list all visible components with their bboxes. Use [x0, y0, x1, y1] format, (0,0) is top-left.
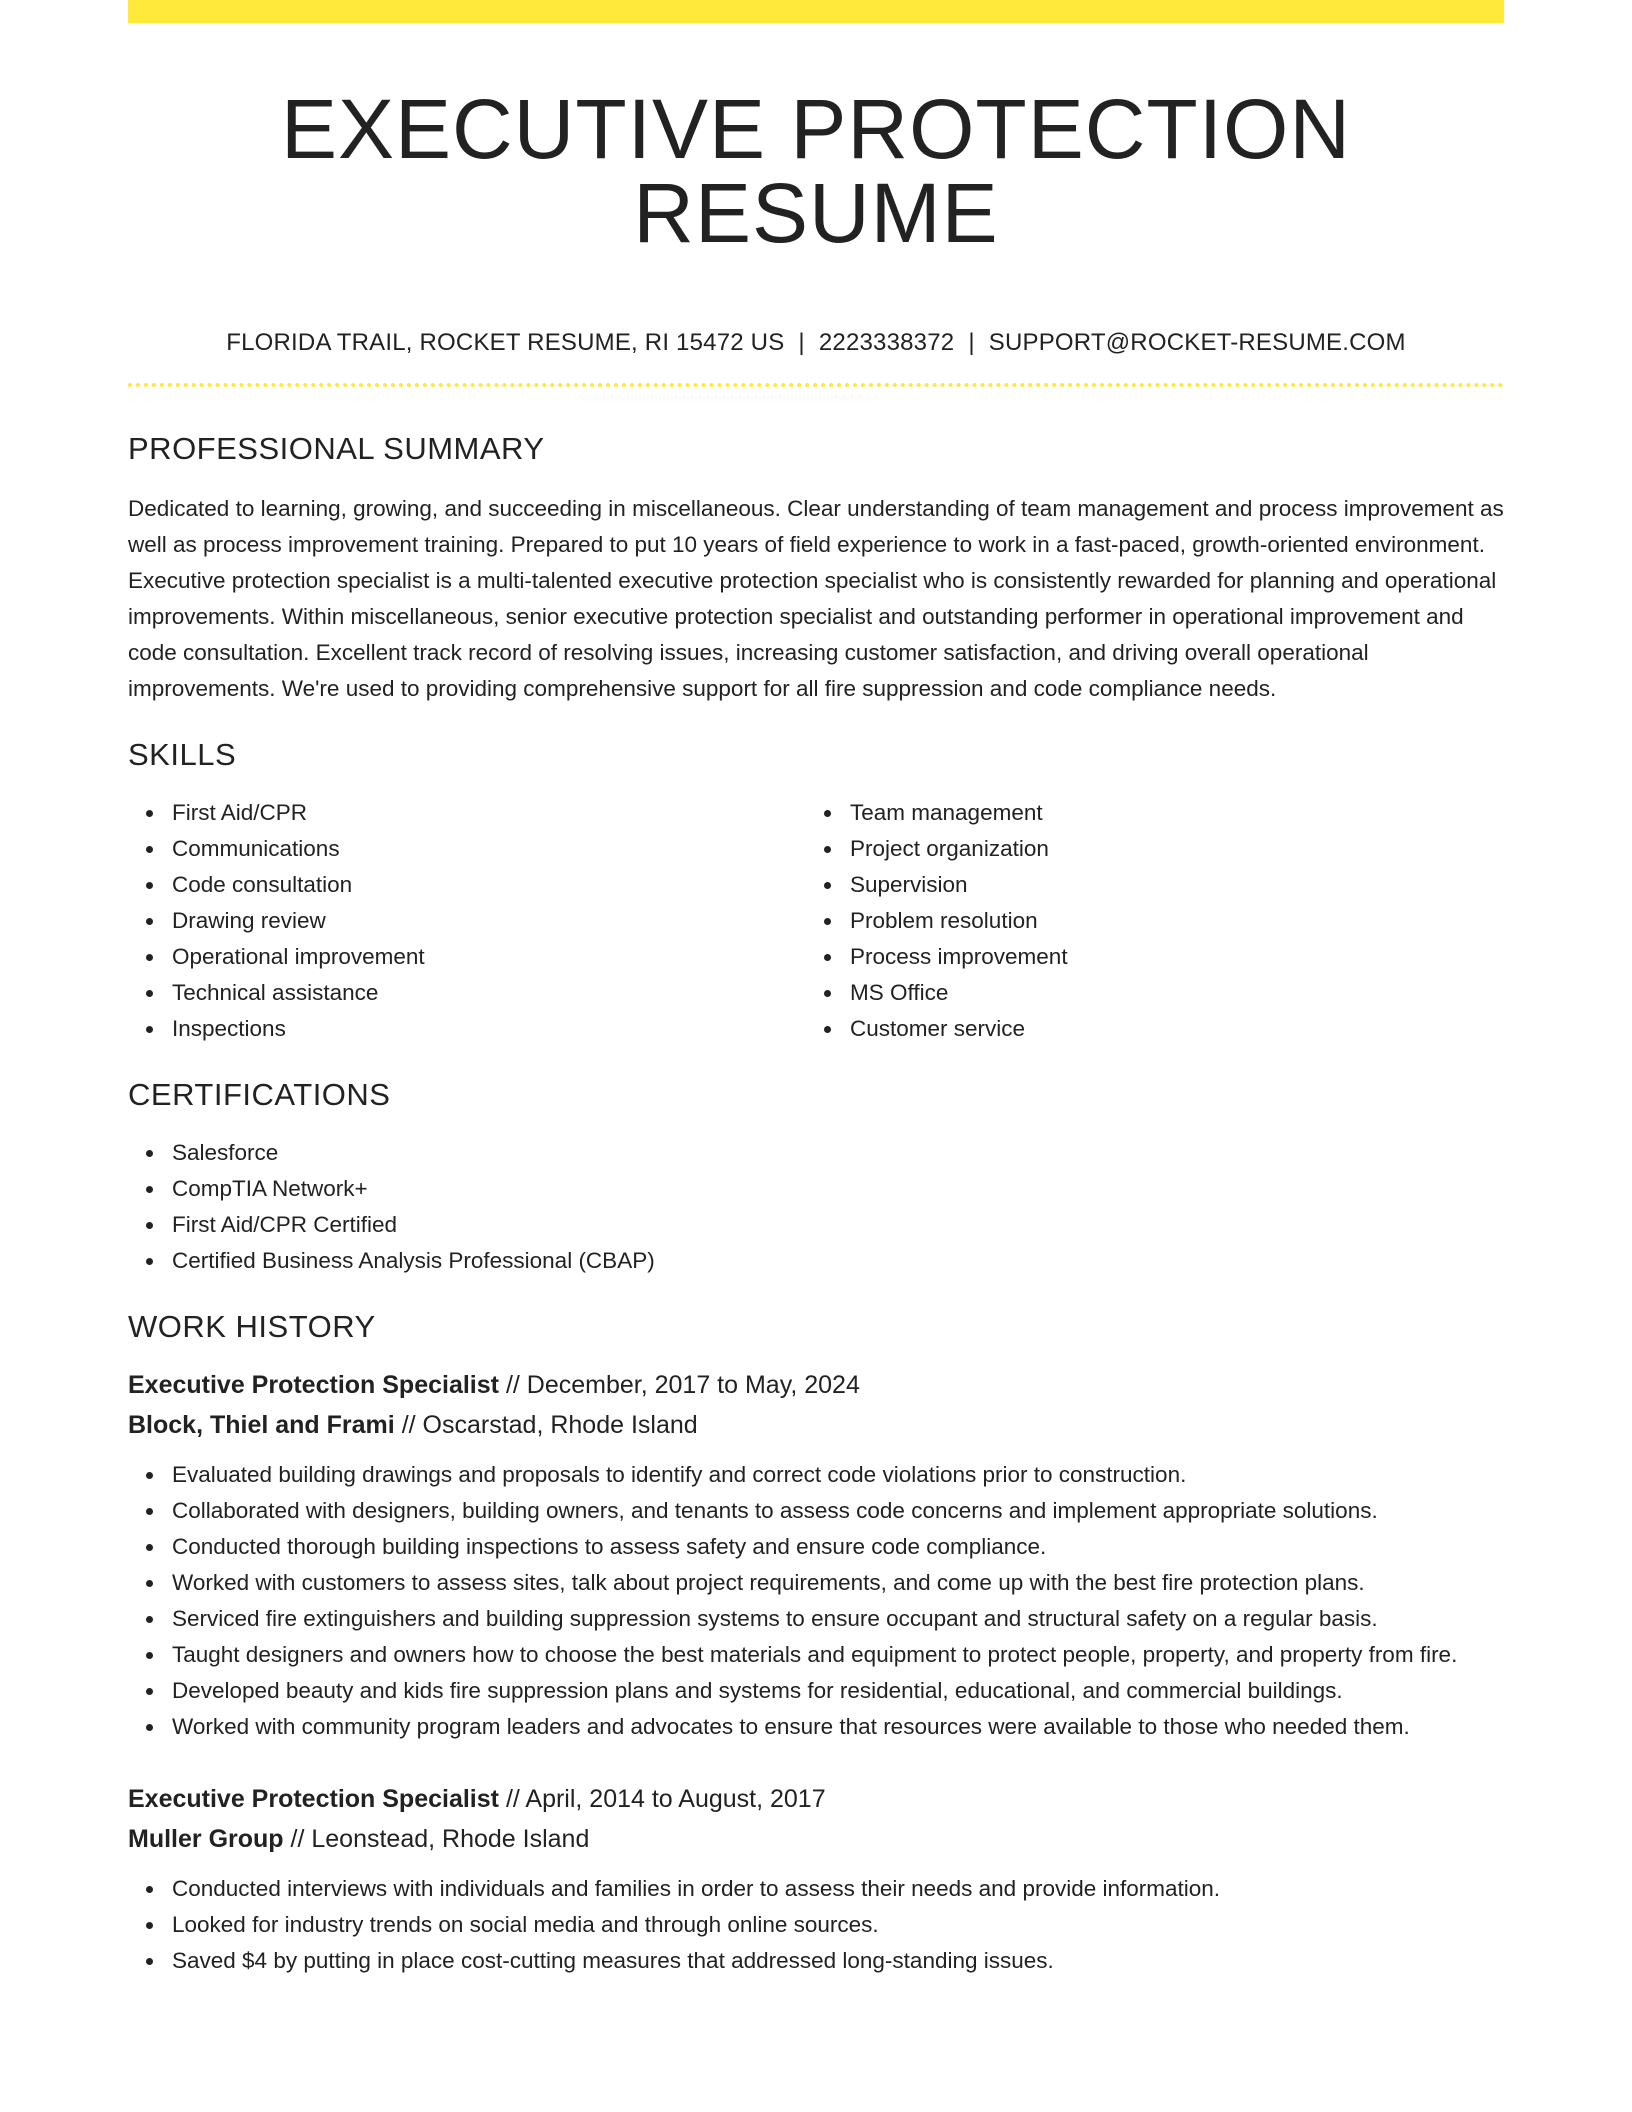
contact-address: FLORIDA TRAIL, ROCKET RESUME, RI 15472 US — [226, 329, 785, 356]
skill-item: Problem resolution — [850, 903, 1484, 939]
job-bullet: Saved $4 by putting in place cost-cutting measures that addressed long-standing issues. — [172, 1943, 1504, 1979]
job-entry — [128, 1779, 1504, 1979]
skill-item: Team management — [850, 795, 1484, 831]
job-role: Executive Protection Specialist — [128, 1785, 499, 1813]
job-bullet: Taught designers and owners how to choose the best materials and equipment to protect people, property, and property from fire. — [172, 1637, 1504, 1673]
skill-item: First Aid/CPR — [172, 795, 806, 831]
skill-item: Communications — [172, 831, 806, 867]
skills-column-left — [128, 795, 806, 1047]
skills-list-left — [128, 795, 806, 1047]
summary-text: Dedicated to learning, growing, and succeeding in miscellaneous. Clear understanding of team management and process improvement as well as process improvement training. Prepared to put 10 years of field experience to work in a fast-paced, growth-oriented environment. Executive protection specialist is a multi-talented executive protection specialist who is consistently rewarded for planning and operational improvements. Within miscellaneous, senior executive protection specialist and outstanding performer in operational improvement and code consultation. Excellent track record of resolving issues, increasing customer satisfaction, and driving overall operational improvements. We're used to providing comprehensive support for all fire suppression and code compliance needs. — [128, 496, 1504, 701]
skill-item: Technical assistance — [172, 975, 806, 1011]
contact-separator: | — [798, 329, 805, 356]
job-bullet: Worked with community program leaders and advocates to ensure that resources were available to those who needed them. — [172, 1709, 1504, 1745]
skill-item: Project organization — [850, 831, 1484, 867]
job-location: // Leonstead, Rhode Island — [290, 1825, 590, 1853]
skills-list-right — [806, 795, 1484, 1047]
job-bullet: Worked with customers to assess sites, talk about project requirements, and come up with the best fire protection plans. — [172, 1565, 1504, 1601]
job-company: Block, Thiel and Frami — [128, 1411, 395, 1439]
resume-title: EXECUTIVE PROTECTION RESUME — [280, 82, 1352, 260]
certification-item: First Aid/CPR Certified — [172, 1207, 1504, 1243]
certification-item: CompTIA Network+ — [172, 1171, 1504, 1207]
certifications-list — [128, 1135, 1504, 1279]
work-history-heading: WORK HISTORY — [128, 1309, 376, 1344]
skill-item: Customer service — [850, 1011, 1484, 1047]
skill-item: Code consultation — [172, 867, 806, 903]
contact-separator: | — [968, 329, 975, 356]
dotted-divider — [128, 383, 1504, 387]
skill-item: Drawing review — [172, 903, 806, 939]
resume-page — [128, 0, 1504, 1979]
skill-item: Operational improvement — [172, 939, 806, 975]
job-bullet: Evaluated building drawings and proposals to identify and correct code violations prior to construction. — [172, 1457, 1504, 1493]
job-bullet: Conducted thorough building inspections to assess safety and ensure code compliance. — [172, 1529, 1504, 1565]
certification-item: Certified Business Analysis Professional (CBAP) — [172, 1243, 1504, 1279]
job-dates: // April, 2014 to August, 2017 — [505, 1785, 826, 1813]
job-bullet: Looked for industry trends on social media and through online sources. — [172, 1907, 1504, 1943]
job-role: Executive Protection Specialist — [128, 1371, 499, 1399]
skill-item: Process improvement — [850, 939, 1484, 975]
job-role-line — [128, 1779, 1504, 1819]
certification-item: Salesforce — [172, 1135, 1504, 1171]
job-role-line — [128, 1365, 1504, 1405]
job-company-line — [128, 1819, 1504, 1859]
job-company: Muller Group — [128, 1825, 284, 1853]
skill-item: Inspections — [172, 1011, 806, 1047]
job-bullet: Serviced fire extinguishers and building suppression systems to ensure occupant and structural safety on a regular basis. — [172, 1601, 1504, 1637]
job-company-line — [128, 1405, 1504, 1445]
job-entry — [128, 1365, 1504, 1745]
contact-line — [128, 329, 1504, 357]
skills-columns — [128, 795, 1504, 1047]
job-bullet-list — [128, 1871, 1504, 1979]
job-bullet-list — [128, 1457, 1504, 1745]
skills-column-right — [806, 795, 1484, 1047]
skill-item: Supervision — [850, 867, 1484, 903]
skill-item: MS Office — [850, 975, 1484, 1011]
top-accent-bar — [128, 0, 1504, 23]
contact-phone: 2223338372 — [818, 329, 955, 356]
job-bullet: Developed beauty and kids fire suppression plans and systems for residential, educational, and commercial buildings. — [172, 1673, 1504, 1709]
job-bullet: Collaborated with designers, building owners, and tenants to assess code concerns and implement appropriate solutions. — [172, 1493, 1504, 1529]
skills-heading: SKILLS — [128, 737, 237, 772]
summary-heading: PROFESSIONAL SUMMARY — [128, 431, 545, 466]
job-bullet: Conducted interviews with individuals and families in order to assess their needs and provide information. — [172, 1871, 1504, 1907]
job-location: // Oscarstad, Rhode Island — [401, 1411, 698, 1439]
job-dates: // December, 2017 to May, 2024 — [505, 1371, 860, 1399]
contact-email: SUPPORT@ROCKET-RESUME.COM — [988, 329, 1406, 356]
certifications-heading: CERTIFICATIONS — [128, 1077, 391, 1112]
